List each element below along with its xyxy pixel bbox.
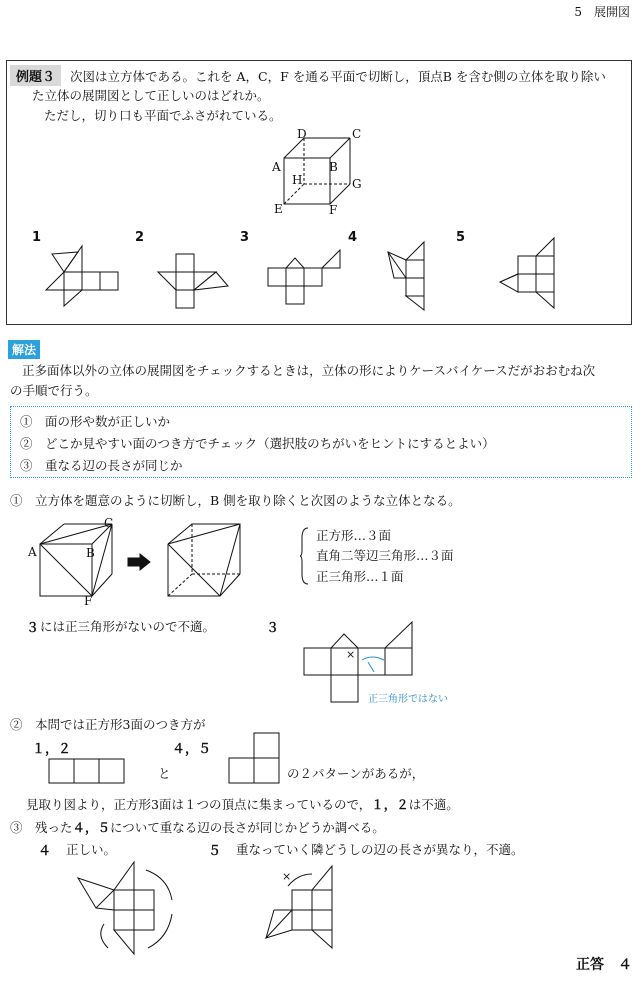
step2-conclusion-num: １，２ bbox=[371, 797, 409, 812]
pattern-label-12: １，２ bbox=[32, 742, 72, 757]
section-header: 5 展開図 bbox=[574, 5, 630, 19]
step2-conclusion-a: 見取り図より，正方形3面は１つの頂点に集まっているので， bbox=[26, 797, 372, 812]
example-label: 例題３ bbox=[10, 65, 61, 86]
step-1: ① 面の形や数が正しいか bbox=[20, 414, 171, 429]
choice-4-net bbox=[384, 238, 444, 318]
choice-5-verdict: 重なっていく隣どうしの辺の長さが異なり，不適。 bbox=[236, 842, 524, 857]
choice-4-verdict: 正しい。 bbox=[66, 842, 117, 857]
cube-label-b: B bbox=[329, 160, 338, 174]
cube-label-c: C bbox=[352, 127, 362, 141]
solution-label: 解法 bbox=[8, 340, 40, 359]
cube-label-g: G bbox=[352, 177, 362, 191]
choice-1-net bbox=[44, 240, 124, 310]
solution-intro1: 正多面体以外の立体の展開図をチェックするときは，立体の形によりケースバイケースだがおおむね次 bbox=[22, 363, 596, 378]
pattern-row-squares bbox=[48, 758, 128, 784]
step3-a: ③ 残った bbox=[10, 820, 73, 835]
choice-3-number: 3 bbox=[240, 230, 250, 245]
cut-label-b: B bbox=[86, 546, 95, 560]
no-triangle-text: には正三角形がないので不適。 bbox=[40, 619, 216, 634]
step2-conclusion bbox=[26, 795, 459, 813]
answer-label: 正答 bbox=[576, 957, 604, 973]
choice-2-number: 2 bbox=[135, 230, 145, 245]
step-3: ③ 重なる辺の長さが同じか bbox=[20, 458, 183, 473]
cube-label-f: F bbox=[329, 203, 338, 217]
resulting-solid-figure bbox=[166, 522, 246, 602]
cube-label-e: E bbox=[274, 202, 283, 216]
choice-5-net bbox=[496, 236, 566, 316]
choice-3-figure-label: ３ bbox=[266, 621, 280, 636]
face-count-right-triangle: 直角二等辺三角形…３面 bbox=[316, 548, 454, 563]
choice-4-number: 4 bbox=[348, 230, 358, 245]
x-mark: × bbox=[346, 648, 356, 661]
callout-not-equilateral: 正三角形ではない bbox=[368, 694, 448, 705]
choice-5-label: ５ bbox=[208, 844, 222, 859]
step3-line bbox=[10, 818, 385, 836]
choice-3-net bbox=[266, 250, 356, 310]
step-2: ② どこか見やすい面のつき方でチェック（選択肢のちがいをヒントにするとよい） bbox=[20, 436, 495, 451]
cube-label-h: H bbox=[292, 173, 303, 187]
cube-label-a: A bbox=[272, 160, 281, 174]
pattern-corner-squares bbox=[228, 732, 288, 786]
answer-value: ４ bbox=[618, 957, 632, 973]
example-line2: た立体の展開図として正しいのはどれか。 bbox=[32, 88, 270, 103]
step2-conclusion-b: は不適。 bbox=[408, 797, 459, 812]
choice-3-ref: ３ bbox=[26, 621, 40, 636]
faces-brace bbox=[300, 528, 310, 584]
pattern-label-45: ４，５ bbox=[172, 742, 212, 757]
choice-4-label: ４ bbox=[38, 844, 52, 859]
example-line3: ただし，切り口も平面でふさがれている。 bbox=[44, 108, 282, 123]
patterns-text: の２パターンがあるが， bbox=[287, 766, 425, 781]
cut-label-c: C bbox=[104, 516, 114, 530]
cut-cube-figure bbox=[38, 522, 118, 602]
solution-intro2: の手順で行う。 bbox=[10, 383, 98, 398]
answer-footer bbox=[576, 954, 632, 974]
example-line1: 次図は立方体である。これを A，C，F を通る平面で切断し，頂点B を含む側の立体を取り除い bbox=[70, 69, 606, 84]
face-count-square: 正方形…３面 bbox=[316, 528, 392, 543]
cut-label-a: A bbox=[28, 545, 37, 559]
solution-step2-text: ② 本問では正方形3面のつき方が bbox=[10, 717, 206, 732]
step3-nums: ４，５ bbox=[72, 820, 111, 835]
cut-label-f: F bbox=[84, 594, 93, 608]
arrow-right-icon bbox=[128, 554, 152, 570]
choice-2-net bbox=[158, 250, 248, 320]
choice-5-number: 5 bbox=[456, 230, 466, 245]
step3-b: について重なる辺の長さが同じかどうか調べる。 bbox=[110, 820, 385, 835]
choice-4-check-net bbox=[74, 858, 184, 962]
choice-1-number: 1 bbox=[32, 230, 42, 245]
choice-5-check-net bbox=[262, 862, 352, 952]
solution-step1-text: ① 立方体を題意のように切断し，B 側を取り除くと次図のような立体となる。 bbox=[10, 493, 461, 508]
face-count-equilateral: 正三角形…１面 bbox=[316, 569, 404, 584]
cube-label-d: D bbox=[297, 127, 307, 141]
to-text: と bbox=[158, 766, 171, 781]
x-mark-5: × bbox=[282, 870, 292, 883]
